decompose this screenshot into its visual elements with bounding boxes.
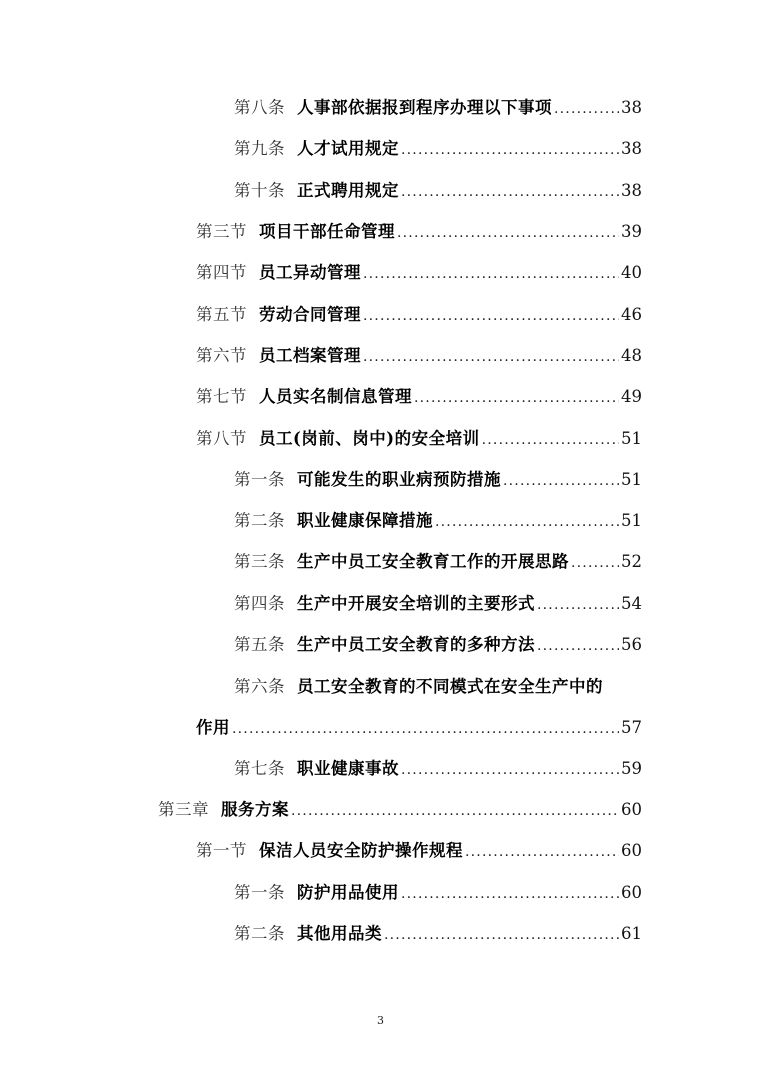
toc-entry-title: 员工安全教育的不同模式在安全生产中的 bbox=[297, 676, 603, 696]
toc-entry-title: 生产中开展安全培训的主要形式 bbox=[297, 593, 535, 613]
toc-entry-chapter[interactable] bbox=[0, 790, 761, 831]
toc-entry-number: 第三章 bbox=[158, 800, 209, 820]
toc-entry-page: 51 bbox=[621, 469, 642, 489]
toc-entry-page: 39 bbox=[621, 222, 642, 242]
toc-entry-number: 第八条 bbox=[234, 98, 285, 118]
toc-entry-page: 40 bbox=[621, 263, 642, 283]
toc-entry-title: 人员实名制信息管理 bbox=[259, 387, 412, 407]
toc-entry-title: 人才试用规定 bbox=[297, 139, 399, 159]
toc-entry-number: 第九条 bbox=[234, 139, 285, 159]
toc-leader-dots bbox=[554, 99, 619, 119]
toc-entry-page: 38 bbox=[621, 98, 642, 118]
toc-entry-page: 38 bbox=[621, 139, 642, 159]
toc-leader-dots bbox=[537, 636, 619, 656]
toc-entry[interactable] bbox=[0, 294, 761, 335]
toc-entry-number: 第一条 bbox=[234, 882, 285, 902]
page-number: 3 bbox=[377, 1014, 384, 1027]
toc-entry-page: 51 bbox=[621, 428, 642, 448]
toc-entry-title: 职业健康保障措施 bbox=[297, 511, 433, 531]
toc-leader-dots bbox=[401, 760, 619, 780]
toc-leader-dots bbox=[397, 223, 619, 243]
toc-entry-page: 54 bbox=[621, 593, 642, 613]
toc-leader-dots bbox=[465, 842, 619, 862]
toc-entry-page: 48 bbox=[621, 345, 642, 365]
toc-entry-number: 第五条 bbox=[234, 635, 285, 654]
toc-entry-page: 52 bbox=[621, 552, 642, 572]
toc-entry[interactable] bbox=[0, 584, 761, 625]
toc-entry-number: 第一节 bbox=[196, 841, 247, 861]
toc-entry-page: 56 bbox=[621, 635, 642, 654]
toc-entry-title: 生产中员工安全教育工作的开展思路 bbox=[297, 552, 569, 572]
toc-entry-page: 61 bbox=[621, 924, 642, 944]
toc-entry[interactable] bbox=[0, 253, 761, 294]
toc-entry-page: 38 bbox=[621, 180, 642, 200]
toc-entry-page: 59 bbox=[621, 758, 642, 778]
toc-entry-title: 其他用品类 bbox=[297, 924, 382, 944]
toc-leader-dots bbox=[401, 140, 619, 160]
toc-entry[interactable] bbox=[0, 336, 761, 377]
toc-leader-dots bbox=[482, 430, 619, 450]
toc-entry-wrapped-continuation[interactable] bbox=[0, 707, 761, 748]
toc-entry[interactable] bbox=[0, 831, 761, 872]
toc-entry[interactable] bbox=[0, 460, 761, 501]
toc-entry-number: 第四条 bbox=[234, 593, 285, 613]
toc-entry[interactable] bbox=[0, 873, 761, 914]
toc-entry-number: 第四节 bbox=[196, 263, 247, 283]
toc-leader-dots bbox=[503, 471, 619, 491]
toc-entry[interactable] bbox=[0, 171, 761, 212]
table-of-contents bbox=[0, 88, 761, 955]
toc-leader-dots bbox=[384, 925, 619, 945]
toc-leader-dots bbox=[291, 801, 619, 821]
toc-entry-title: 员工档案管理 bbox=[259, 345, 361, 365]
toc-entry[interactable] bbox=[0, 129, 761, 170]
toc-entry[interactable] bbox=[0, 377, 761, 418]
toc-leader-dots bbox=[363, 264, 619, 284]
toc-entry-page: 57 bbox=[621, 717, 642, 737]
toc-entry-title: 生产中员工安全教育的多种方法 bbox=[297, 635, 535, 654]
toc-entry[interactable] bbox=[0, 749, 761, 790]
toc-entry[interactable] bbox=[0, 542, 761, 583]
toc-entry-title: 员工异动管理 bbox=[259, 263, 361, 283]
toc-entry-page: 46 bbox=[621, 304, 642, 324]
toc-entry-title: 人事部依据报到程序办理以下事项 bbox=[297, 98, 552, 118]
toc-entry-title: 可能发生的职业病预防措施 bbox=[297, 469, 501, 489]
toc-entry-page: 51 bbox=[621, 511, 642, 531]
toc-entry-number: 第五节 bbox=[196, 304, 247, 324]
toc-leader-dots bbox=[537, 595, 619, 615]
toc-entry-title: 保洁人员安全防护操作规程 bbox=[259, 841, 463, 861]
toc-leader-dots bbox=[401, 884, 619, 904]
toc-entry-page: 60 bbox=[621, 841, 642, 861]
toc-entry-title: 作用 bbox=[196, 717, 230, 737]
toc-entry-wrapped-start[interactable] bbox=[0, 666, 761, 707]
toc-entry-page: 60 bbox=[621, 882, 642, 902]
toc-entry-title: 项目干部任命管理 bbox=[259, 222, 395, 242]
toc-leader-dots bbox=[363, 306, 619, 326]
toc-entry-number: 第八节 bbox=[196, 428, 247, 448]
toc-leader-dots bbox=[232, 719, 619, 739]
toc-entry-number: 第十条 bbox=[234, 180, 285, 200]
toc-entry-title: 防护用品使用 bbox=[297, 882, 399, 902]
toc-entry-number: 第六节 bbox=[196, 345, 247, 365]
toc-entry-title: 员工(岗前、岗中)的安全培训 bbox=[259, 428, 480, 448]
toc-entry-number: 第一条 bbox=[234, 469, 285, 489]
toc-entry[interactable] bbox=[0, 501, 761, 542]
toc-entry-title: 正式聘用规定 bbox=[297, 180, 399, 200]
toc-entry-title: 服务方案 bbox=[221, 800, 289, 820]
toc-entry[interactable] bbox=[0, 212, 761, 253]
toc-entry-page: 49 bbox=[621, 387, 642, 407]
toc-leader-dots bbox=[414, 388, 619, 408]
toc-leader-dots bbox=[401, 182, 619, 202]
toc-entry-number: 第七节 bbox=[196, 387, 247, 407]
toc-entry[interactable] bbox=[0, 88, 761, 129]
toc-entry-number: 第三条 bbox=[234, 552, 285, 572]
toc-entry-number: 第二条 bbox=[234, 511, 285, 531]
toc-entry-title: 劳动合同管理 bbox=[259, 304, 361, 324]
toc-leader-dots bbox=[435, 512, 619, 532]
toc-leader-dots bbox=[363, 347, 619, 367]
toc-entry[interactable] bbox=[0, 625, 761, 666]
toc-entry-number: 第三节 bbox=[196, 222, 247, 242]
toc-leader-dots bbox=[571, 553, 619, 573]
toc-entry-number: 第七条 bbox=[234, 758, 285, 778]
toc-entry-number: 第二条 bbox=[234, 924, 285, 944]
toc-entry[interactable] bbox=[0, 418, 761, 459]
toc-entry-number: 第六条 bbox=[234, 676, 285, 696]
toc-entry[interactable] bbox=[0, 914, 761, 955]
toc-entry-title: 职业健康事故 bbox=[297, 758, 399, 778]
toc-entry-page: 60 bbox=[621, 800, 642, 820]
